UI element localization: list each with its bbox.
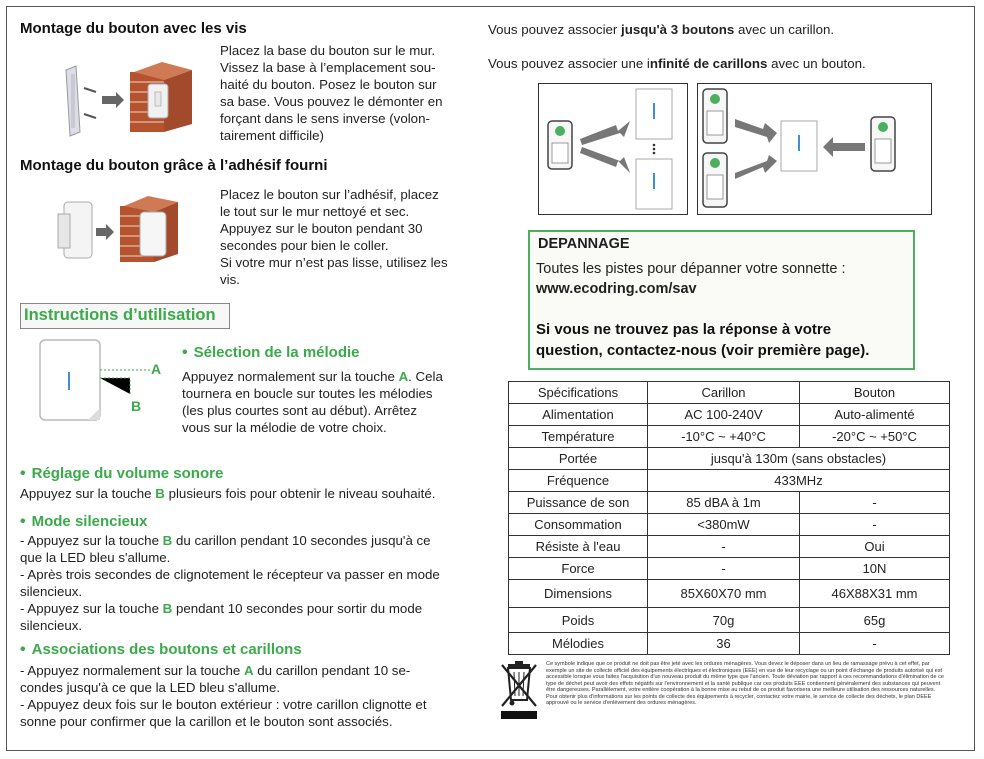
silent-text: du carillon pendant 10 secondes jusqu'à ce (172, 533, 431, 548)
table-cell: 85X60X70 mm (648, 580, 800, 608)
led-indicator (68, 372, 70, 390)
table-cell: 85 dBA à 1m (648, 492, 800, 514)
screw-mount-line: Vissez la base à l’emplacement sou- (220, 60, 436, 75)
silent-line: - Après trois secondes de clignotement le récepteur va passer en mode (20, 567, 440, 582)
table-cell: Alimentation (509, 404, 648, 426)
assoc-info-text: avec un carillon. (734, 22, 835, 37)
weee-bin-icon (499, 660, 539, 722)
silent-text: - Appuyez sur la touche (20, 533, 163, 548)
melody-line: (les plus courtes sont au début). Arrêtez (182, 403, 418, 418)
assoc-key: A (243, 663, 254, 678)
silent-text: - Appuyez sur la touche (20, 601, 163, 616)
adhesive-mount-line: secondes pour bien le coller. (220, 238, 389, 253)
table-cell: Consommation (509, 514, 648, 536)
assoc-text: du carillon pendant 10 se- (253, 663, 411, 678)
screw-mount-illustration (62, 62, 202, 137)
bullet-icon: • (20, 641, 26, 658)
associations-title: Associations des boutons et carillons (31, 641, 302, 658)
melody-line: tournera en boucle sur toutes les mélodies (182, 386, 433, 401)
silent-title: Mode silencieux (31, 513, 148, 530)
table-cell: - (648, 558, 800, 580)
screw-mount-line: Placez la base du bouton sur le mur. (220, 43, 436, 58)
table-row (509, 633, 950, 655)
table-row (509, 608, 950, 633)
table-row (509, 514, 950, 536)
table-cell: - (800, 514, 950, 536)
table-cell: jusqu'à 130m (sans obstacles) (648, 448, 950, 470)
table-cell: Température (509, 426, 648, 448)
melody-text: . Cela (408, 369, 443, 384)
table-cell: Résiste à l'eau (509, 536, 648, 558)
melody-line: vous sur la mélodie de votre choix. (182, 420, 387, 435)
adhesive-mount-line: vis. (220, 272, 240, 287)
screw-mount-title: Montage du bouton avec les vis (20, 20, 247, 37)
instructions-title: Instructions d’utilisation (24, 306, 216, 324)
table-header: Carillon (648, 382, 800, 404)
label-b: B (131, 398, 142, 414)
bullet-icon: • (20, 465, 26, 482)
assoc-line: - Appuyez deux fois sur le bouton extérieur : votre carillon clignotte et (20, 697, 427, 712)
table-cell: - (800, 633, 950, 655)
volume-title: Réglage du volume sonore (31, 465, 224, 482)
table-cell: Fréquence (509, 470, 648, 492)
assoc-info-bold: nfinité de carillons (649, 56, 768, 71)
table-row (509, 492, 950, 514)
table-cell: -10°C ~ +40°C (648, 426, 800, 448)
adhesive-mount-illustration (56, 192, 186, 268)
bullet-icon: • (182, 344, 188, 361)
table-row (509, 448, 950, 470)
adhesive-mount-line: Si votre mur n’est pas lisse, utilisez les (220, 255, 448, 270)
volume-text: Appuyez sur la touche (20, 486, 156, 501)
troubleshooting-text: Toutes les pistes pour dépanner votre sonnette : (536, 261, 846, 277)
assoc-line: condes jusqu'à ce que la LED bleu s'allume. (20, 680, 281, 695)
specifications-table (508, 381, 950, 655)
volume-text: plusieurs fois pour obtenir le niveau souhaité. (164, 486, 436, 501)
table-cell: - (648, 536, 800, 558)
silent-line: silencieux. (20, 618, 83, 633)
troubleshooting-title: DEPANNAGE (538, 236, 630, 252)
adhesive-mount-line: Appuyez sur le bouton pendant 30 (220, 221, 423, 236)
screw-mount-line: sa base. Vous pouvez le démonter en (220, 94, 443, 109)
melody-title: Sélection de la mélodie (193, 344, 360, 361)
diagram-multiple-buttons-one-chime (697, 83, 932, 215)
table-header: Spécifications (509, 382, 648, 404)
table-header: Bouton (800, 382, 950, 404)
silent-key: B (162, 533, 173, 548)
diagram-one-button-multiple-chimes (538, 83, 688, 215)
table-cell: -20°C ~ +50°C (800, 426, 950, 448)
support-link[interactable]: www.ecodring.com/sav (536, 281, 697, 297)
chime-diagram (38, 338, 168, 424)
table-row (509, 580, 950, 608)
table-cell: Dimensions (509, 580, 648, 608)
table-cell: - (800, 492, 950, 514)
table-cell: Poids (509, 608, 648, 633)
troubleshooting-contact: Si vous ne trouvez pas la réponse à votre (536, 321, 832, 338)
table-cell: Auto-alimenté (800, 404, 950, 426)
table-cell: 36 (648, 633, 800, 655)
table-cell: Portée (509, 448, 648, 470)
table-cell: Puissance de son (509, 492, 648, 514)
adhesive-mount-line: le tout sur le mur nettoyé et sec. (220, 204, 410, 219)
assoc-info-bold: jusqu'à 3 boutons (621, 22, 735, 37)
label-a: A (151, 361, 162, 377)
table-cell: AC 100-240V (648, 404, 800, 426)
screw-mount-line: forçant dans le sens inverse (volon- (220, 111, 430, 126)
assoc-line: sonne pour confirmer que la carillon et le bouton sont associés. (20, 714, 393, 729)
instructions-title-box (20, 303, 230, 329)
table-cell: 65g (800, 608, 950, 633)
assoc-text: - Appuyez normalement sur la touche (20, 663, 244, 678)
table-cell: Mélodies (509, 633, 648, 655)
table-row (509, 536, 950, 558)
table-cell: 433MHz (648, 470, 950, 492)
silent-line: silencieux. (20, 584, 83, 599)
adhesive-mount-title: Montage du bouton grâce à l’adhésif fourni (20, 157, 328, 174)
adhesive-mount-line: Placez le bouton sur l’adhésif, placez (220, 187, 439, 202)
table-header-row (509, 382, 950, 404)
table-row (509, 470, 950, 492)
assoc-info-text: avec un bouton. (767, 56, 866, 71)
melody-text: Appuyez normalement sur la touche (182, 369, 399, 384)
melody-key: A (398, 369, 409, 384)
recycling-notice: Ce symbole indique que ce produit ne doit pas être jeté avec les ordures ménagères. Vous devez le déposer dans un lieu de ramassage prévu à cet effet, par exemple un site de collecte officiel des équipements électriques et électroniques (EEE) en vue de leur recyclage ou un point d'échange de produits autorisé qui est accessible lorsque vous faites l'acquisition d'un nouveau produit du même type que l'ancien. Toute déviation par rapport à ces recommandations d'élimination de ce type de déchet peut avoir des effets négatifs sur l'environnement et la santé publique car ces produits EEE contiennent généralement des substances qui peuvent être dangereuses. Parallèlement, votre entière coopération à la bonne mise au rebut de ce produit favorisera une meilleure utilisation des ressources naturelles. Pour obtenir plus d'informations sur les points de collecte des équipements à recycler, contactez votre mairie, le service de collecte des déchets, le plan DEEE approuvé ou le service d'enlèvement des ordures ménagères. (546, 661, 944, 706)
table-cell: 10N (800, 558, 950, 580)
volume-key: B (155, 486, 165, 501)
screw-mount-line: haité du bouton. Posez le bouton sur (220, 77, 437, 92)
table-cell: 70g (648, 608, 800, 633)
table-cell: <380mW (648, 514, 800, 536)
screw-mount-line: tairement difficile) (220, 128, 324, 143)
silent-text: pendant 10 secondes pour sortir du mode (172, 601, 423, 616)
table-row (509, 558, 950, 580)
table-cell: 46X88X31 mm (800, 580, 950, 608)
troubleshooting-contact: question, contactez-nous (voir première page). (536, 342, 870, 359)
assoc-info-text: Vous pouvez associer une i (488, 56, 650, 71)
table-cell: Oui (800, 536, 950, 558)
bullet-icon: • (20, 513, 26, 530)
silent-key: B (162, 601, 173, 616)
table-row (509, 426, 950, 448)
table-cell: Force (509, 558, 648, 580)
troubleshooting-box (528, 230, 915, 370)
table-row (509, 404, 950, 426)
assoc-info-text: Vous pouvez associer (488, 22, 622, 37)
silent-line: que la LED bleu s'allume. (20, 550, 171, 565)
